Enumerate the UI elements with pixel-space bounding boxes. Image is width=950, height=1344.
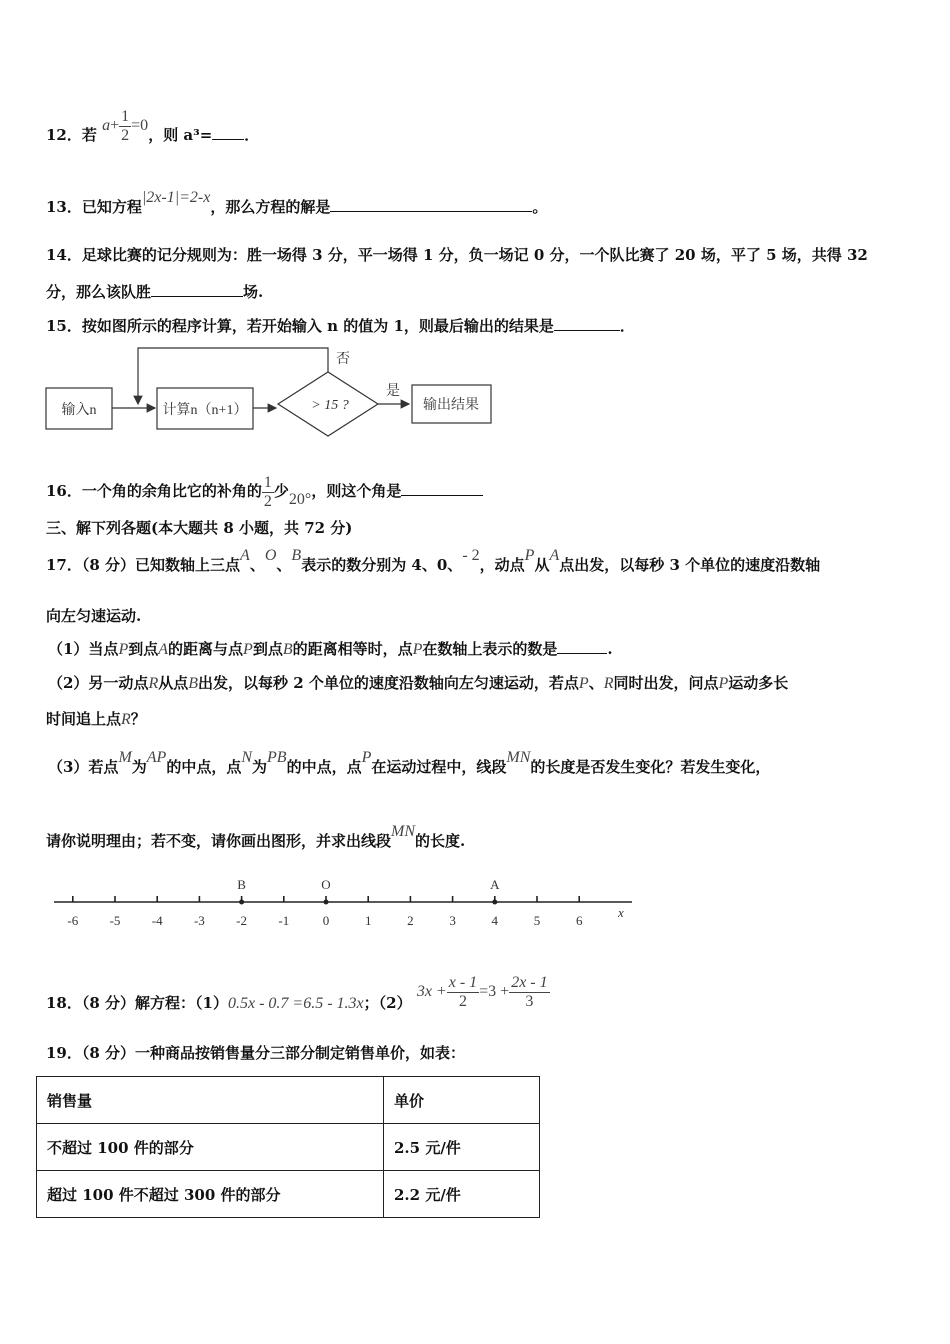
q17-p2-line2-b: ？ xyxy=(130,710,146,728)
q17-p3-c: 的中点，点 xyxy=(166,758,242,776)
number-line-tick-label: 5 xyxy=(533,913,541,928)
question-17-part-2-line-2 xyxy=(46,712,146,728)
q12-prefix: 若 xyxy=(81,126,97,145)
q17-p3-point-p: P xyxy=(361,749,372,766)
number-line-tick-label: 2 xyxy=(407,913,414,928)
question-17-part-1 xyxy=(48,642,613,658)
q17-p2-e: 同时出发，问点 xyxy=(613,674,719,692)
q12-frac-den: 2 xyxy=(121,126,130,144)
question-14-line-1: 14．足球比赛的记分规则为：胜一场得 3 分，平一场得 1 分，负一场记 0 分，一个队比赛了 20 场，平了 5 场，共得 32 xyxy=(46,246,868,264)
q17-p3-g: 的长度是否发生变化？若发生变化， xyxy=(530,758,771,776)
q12-number: 12． xyxy=(46,126,82,145)
q12-equals: =0 xyxy=(131,117,149,135)
q15-end: ． xyxy=(619,317,635,335)
price-table xyxy=(36,1076,540,1218)
q13-suffix: ，那么方程的解是 xyxy=(210,198,331,216)
q18-sep: ；（2） xyxy=(363,994,412,1013)
q17-p1-a: （1）当点 xyxy=(48,640,119,658)
number-line-axis-label: x xyxy=(618,905,624,920)
q12-end: ． xyxy=(244,126,260,145)
table-cell: 2.2 元/件 xyxy=(384,1171,540,1218)
q17-sep-1: 、 xyxy=(249,556,265,574)
q17-p2-d: 、 xyxy=(588,674,604,692)
q17-p3-point-m: M xyxy=(118,749,132,766)
q16-fraction xyxy=(262,474,274,510)
number-line-tick-label: -5 xyxy=(109,913,121,928)
table-header-cell: 销售量 xyxy=(37,1077,384,1124)
q17-p2-point-p-2: P xyxy=(718,675,729,692)
q17-p2-point-r-1: R xyxy=(148,675,159,692)
table-header-cell: 单价 xyxy=(384,1077,540,1124)
q17-p1-point-p-2: P xyxy=(243,641,253,658)
q17-p1-answer-blank xyxy=(557,653,607,654)
q17-p2-line2-point-r: R xyxy=(121,711,131,728)
q17-p3-segment-ap: AP xyxy=(146,749,167,766)
q17-p2-a: （2）另一动点 xyxy=(48,674,149,692)
number-line xyxy=(0,870,950,940)
q16-answer-blank xyxy=(401,495,483,496)
q17-p1-c: 的距离与点 xyxy=(168,640,244,658)
q17-number: 17．（8 分）已知数轴上三点 xyxy=(46,556,241,574)
q17-p3-e: 的中点，点 xyxy=(286,758,362,776)
q16-suffix: ，则这个角是 xyxy=(311,482,402,501)
table-cell: 不超过 100 件的部分 xyxy=(37,1124,384,1171)
q18-frac1-den: 2 xyxy=(458,992,467,1010)
q12-frac-num: 1 xyxy=(121,108,130,125)
q18-eq2-lhs: 3x + xyxy=(416,983,447,1001)
q17-p3-b: 为 xyxy=(131,758,147,776)
number-line-tick-label: 4 xyxy=(491,913,499,928)
number-line-tick-label: 0 xyxy=(322,913,330,928)
q17-mid-4: 点出发，以每秒 3 个单位的速度沿数轴 xyxy=(559,556,821,574)
q16-prefix: 16．一个角的余角比它的补角的 xyxy=(46,482,262,501)
q14-end: 场. xyxy=(243,283,264,301)
q17-p3-segment-pb: PB xyxy=(267,749,287,766)
flow-compute-text: 计算n（n+1） xyxy=(162,403,248,418)
q17-p3-a: （3）若点 xyxy=(48,758,119,776)
q12-variable: a xyxy=(102,117,111,135)
q17-p2-point-b: B xyxy=(188,675,199,692)
q13-prefix: 已知方程 xyxy=(81,198,142,216)
q17-p2-f: 运动多长 xyxy=(728,674,789,692)
q17-p2-point-r-2: R xyxy=(603,675,614,692)
q14-prefix: 分，那么该队胜 xyxy=(46,283,152,301)
q13-equation: |2x-1|=2-x xyxy=(141,189,211,206)
q17-p1-b: 到点 xyxy=(128,640,159,658)
table-cell: 2.5 元/件 xyxy=(384,1124,540,1171)
number-line-tick-label: -2 xyxy=(236,913,248,928)
number-line-tick-label: 1 xyxy=(364,913,372,928)
q17-p1-e: 的距离相等时，点 xyxy=(292,640,413,658)
flow-input-text: 输入n xyxy=(61,403,97,418)
q17-p1-f: 在数轴上表示的数是 xyxy=(422,640,558,658)
q17-p1-point-p-3: P xyxy=(412,641,423,658)
q17-p3-line2-b: 的长度. xyxy=(415,832,466,850)
q12-suffix-a: ，则 a xyxy=(148,126,194,145)
number-line-point-o xyxy=(324,900,329,905)
number-line-tick-label: 6 xyxy=(575,913,583,928)
q17-point-a: A xyxy=(240,547,250,564)
q18-eq2-mid: =3 + xyxy=(479,983,510,1001)
question-16 xyxy=(46,474,483,510)
q18-frac2-num: 2x - 1 xyxy=(511,974,548,991)
q16-angle: 20° xyxy=(288,491,312,509)
question-18 xyxy=(46,974,550,1022)
program-flowchart xyxy=(0,0,950,450)
q17-p1-d: 到点 xyxy=(252,640,283,658)
q17-point-o: O xyxy=(264,547,277,564)
q17-mid-3: 从 xyxy=(534,556,550,574)
q17-p3-d: 为 xyxy=(252,758,268,776)
q16-frac-num: 1 xyxy=(263,474,272,491)
question-17-line-2: 向左匀速运动. xyxy=(46,607,142,625)
flow-yes-label: 是 xyxy=(386,384,400,399)
q16-frac-den: 2 xyxy=(263,492,272,510)
q17-p2-line2-a: 时间追上点 xyxy=(46,710,122,728)
q13-end: 。 xyxy=(532,198,548,216)
q17-point-p: P xyxy=(524,547,535,564)
q17-p1-point-a: A xyxy=(158,641,169,658)
q17-p3-f: 在运动过程中，线段 xyxy=(371,758,507,776)
question-17-part-3 xyxy=(48,749,771,776)
question-17-part-3-line-2 xyxy=(46,823,466,850)
q17-p3-segment-mn: MN xyxy=(506,749,531,766)
number-line-tick-label: -4 xyxy=(151,913,163,928)
number-line-point-label: A xyxy=(490,877,500,892)
question-19: 19．（8 分）一种商品按销售量分三部分制定销售单价，如表： xyxy=(46,1044,466,1062)
q18-fraction-2 xyxy=(509,974,549,1010)
q13-number: 13． xyxy=(46,198,82,216)
table-cell: 超过 100 件不超过 300 件的部分 xyxy=(37,1171,384,1218)
flow-output-text: 输出结果 xyxy=(423,398,479,413)
table-row xyxy=(37,1124,540,1171)
q18-prefix: 18．（8 分）解方程：（1） xyxy=(46,994,228,1013)
q17-p3-line2-a: 请你说明理由；若不变，请你画出图形，并求出线段 xyxy=(46,832,392,850)
number-line-point-b xyxy=(239,900,244,905)
q17-sep-2: 、 xyxy=(276,556,292,574)
number-line-tick-label: 3 xyxy=(449,913,456,928)
flow-no-label: 否 xyxy=(336,352,350,367)
q17-point-b: B xyxy=(291,547,302,564)
q15-text: 15．按如图所示的程序计算，若开始输入 n 的值为 1，则最后输出的结果是 xyxy=(46,317,554,335)
q17-p2-c: 出发，以每秒 2 个单位的速度沿数轴向左匀速运动，若点 xyxy=(198,674,579,692)
question-17-part-2 xyxy=(48,676,788,692)
number-line-point-label: B xyxy=(237,877,246,892)
q17-p2-b: 从点 xyxy=(158,674,189,692)
section-3-heading: 三、解下列各题(本大题共 8 小题，共 72 分) xyxy=(46,519,353,537)
q17-p3-line2-segment-mn: MN xyxy=(391,823,416,840)
q12-suffix-b: ³= xyxy=(193,126,213,145)
number-line-point-label: O xyxy=(321,877,331,892)
q17-neg-two: - 2 xyxy=(462,547,480,564)
number-line-tick-label: -6 xyxy=(67,913,79,928)
question-17-line-1 xyxy=(46,547,821,574)
q17-p1-point-p-1: P xyxy=(118,641,129,658)
flow-condition-text: > 15 ? xyxy=(311,398,349,413)
q17-p3-point-n: N xyxy=(241,749,253,766)
q18-frac1-num: x - 1 xyxy=(448,974,478,991)
q17-point-a-2: A xyxy=(549,547,560,564)
q18-fraction-1 xyxy=(447,974,479,1010)
q18-equation-1: 0.5x - 0.7 =6.5 - 1.3x xyxy=(227,995,364,1013)
q17-p2-point-p-1: P xyxy=(578,675,589,692)
table-header-row xyxy=(37,1077,540,1124)
q12-plus: + xyxy=(110,117,120,135)
q18-frac2-den: 3 xyxy=(525,992,534,1010)
number-line-point-a xyxy=(492,900,497,905)
q17-mid-1: 表示的数分别为 4、0、 xyxy=(301,556,463,574)
number-line-tick-label: -3 xyxy=(193,913,205,928)
table-row xyxy=(37,1171,540,1218)
number-line-tick-label: -1 xyxy=(278,913,290,928)
q17-p1-point-b: B xyxy=(282,641,293,658)
q16-mid: 少 xyxy=(273,482,289,501)
q17-mid-2: ，动点 xyxy=(479,556,525,574)
q17-p1-end: . xyxy=(607,640,613,658)
